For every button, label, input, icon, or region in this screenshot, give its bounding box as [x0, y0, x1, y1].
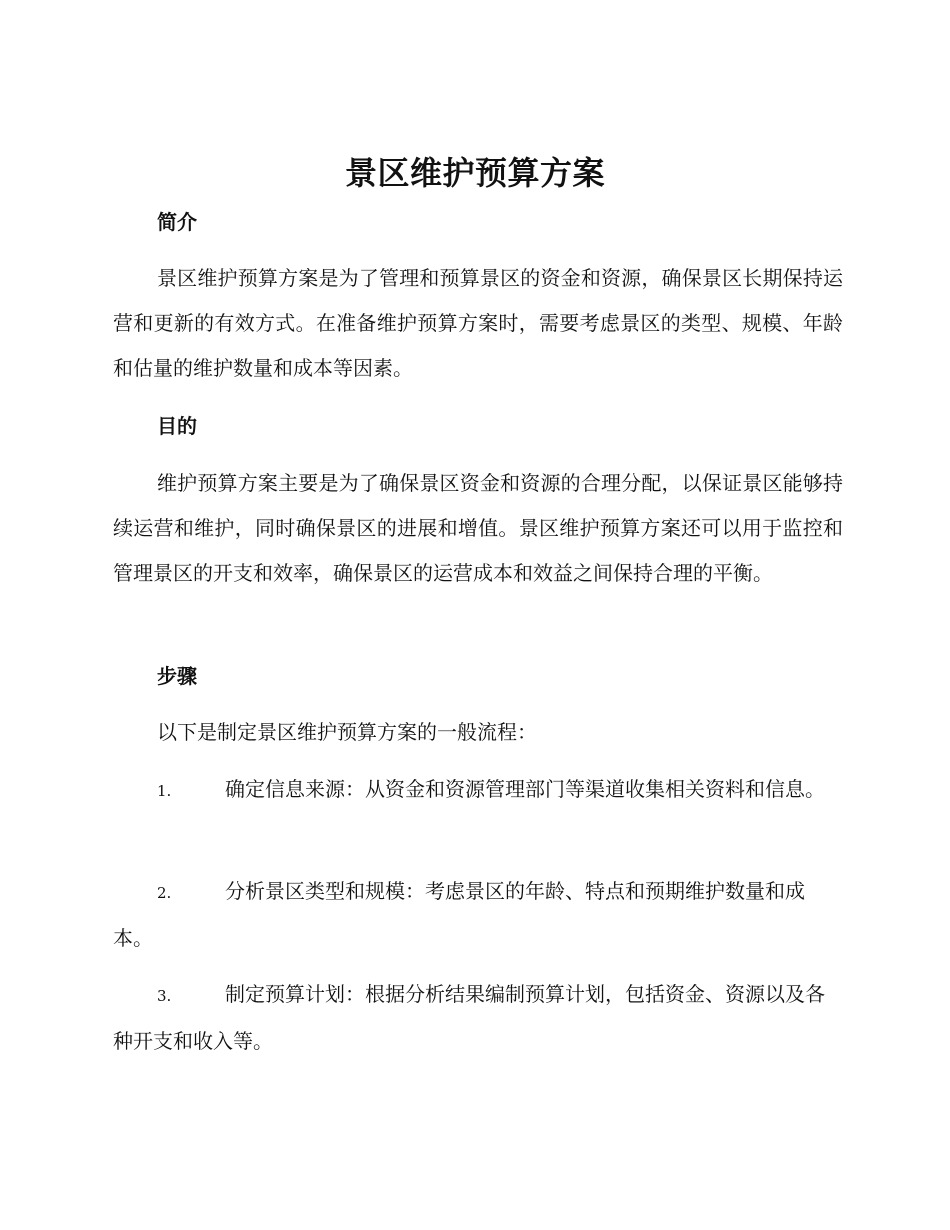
section-heading-steps: 步骤 [157, 664, 197, 688]
step-number: 1. [157, 782, 172, 800]
list-item [113, 767, 843, 814]
list-item [113, 972, 843, 1064]
section-heading-purpose: 目的 [157, 414, 197, 438]
step-text: 制定预算计划：根据分析结果编制预算计划，包括资金、资源以及各种开支和收入等。 [113, 982, 825, 1053]
document-title: 景区维护预算方案 [344, 154, 605, 192]
step-number: 2. [157, 884, 172, 902]
list-item [113, 869, 843, 961]
step-text: 确定信息来源：从资金和资源管理部门等渠道收集相关资料和信息。 [225, 777, 825, 801]
section-heading-intro: 简介 [157, 210, 197, 234]
section-paragraph-intro: 景区维护预算方案是为了管理和预算景区的资金和资源，确保景区长期保持运营和更新的有效方式。在准备维护预算方案时，需要考虑景区的类型、规模、年龄和估量的维护数量和成本等因素。 [113, 266, 843, 380]
step-number: 3. [157, 987, 172, 1005]
step-text: 分析景区类型和规模：考虑景区的年龄、特点和预期维护数量和成本。 [113, 879, 805, 950]
section-paragraph-purpose: 维护预算方案主要是为了确保景区资金和资源的合理分配，以保证景区能够持续运营和维护，同时确保景区的进展和增值。景区维护预算方案还可以用于监控和管理景区的开支和效率，确保景区的运营成本和效益之间保持合理的平衡。 [113, 471, 843, 585]
section-paragraph-steps: 以下是制定景区维护预算方案的一般流程： [157, 720, 537, 744]
